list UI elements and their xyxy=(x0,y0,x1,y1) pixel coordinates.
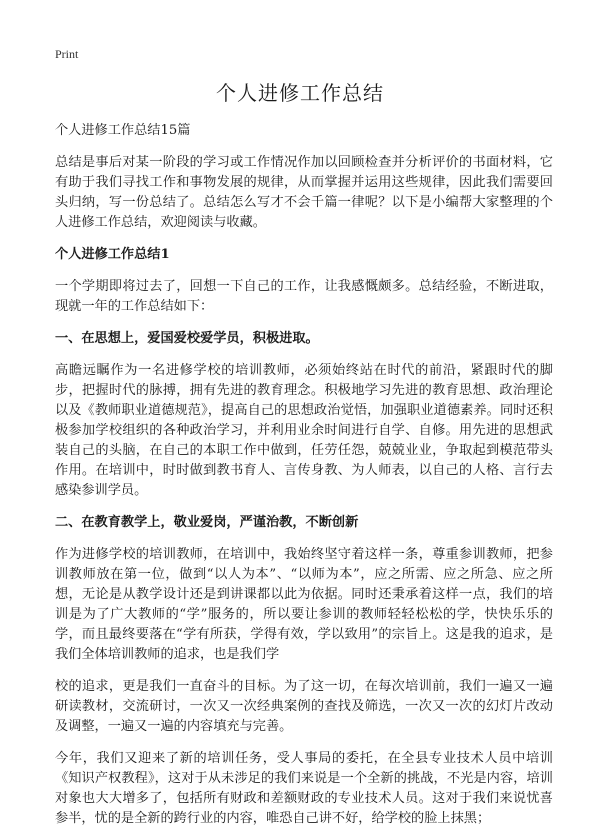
document-body xyxy=(55,121,553,828)
paragraph-thought: 高瞻远瞩作为一名进修学校的培训教师，必须始终站在时代的前沿，紧跟时代的脚步，把握时代的脉搏，拥有先进的教育理念。积极地学习先进的教育思想、政治理论以及《教师职业道德规范》，提高自己的思想政治觉悟，加强职业道德素养。同时还积极参加学校组织的各种政治学习，并利用业余时间进行自学、自修。用先进的思想武装自己的头脑，在自己的本职工作中做到，任劳任怨，兢兢业业，争取起到模范带头作用。在培训中，时时做到教书育人、言传身教、为人师表，以自己的人格、言行去感染参训学员。 xyxy=(55,363,553,498)
paragraph-goal: 校的追求，更是我们一直奋斗的目标。为了这一切，在每次培训前，我们一遍又一遍研读教材，交流研讨，一次又一次经典案例的查找及筛选，一次又一次的幻灯片改动及调整，一遍又一遍的内容填充与完善。 xyxy=(55,679,553,734)
opening-paragraph: 一个学期即将过去了，回想一下自己的工作，让我感慨颇多。总结经验，不断进取，现就一年的工作总结如下： xyxy=(55,279,553,314)
print-label: Print xyxy=(55,47,79,61)
heading-thought: 一、在思想上，爱国爱校爱学员，积极进取。 xyxy=(55,331,319,346)
section-title: 个人进修工作总结1 xyxy=(55,247,170,262)
intro-paragraph: 总结是事后对某一阶段的学习或工作情况作加以回顾检查并分析评价的书面材料，它有助于我们寻找工作和事物发展的规律，从而掌握并运用这些规律，因此我们需要回头归纳，写一份总结了。总结怎么写才不会千篇一律呢？以下是小编帮大家整理的个人进修工作总结，欢迎阅读与收藏。 xyxy=(55,155,553,230)
document-title: 个人进修工作总结 xyxy=(216,81,384,105)
paragraph-teaching: 作为进修学校的培训教师，在培训中，我始终坚守着这样一条，尊重参训教师，把参训教师放在第一位，做到“以人为本”、“以师为本”，应之所需、应之所急、应之所想，无论是从教学设计还是到讲课都以此为依据。同时还秉承着这样一点，我们的培训是为了广大教师的“学”服务的，所以要让参训的教师轻轻松松的学，快快乐乐的学，而且最终要落在“学有所获，学得有效，学以致用”的宗旨上。这是我的追求，是我们全体培训教师的追求，也是我们学 xyxy=(55,547,553,662)
heading-teaching: 二、在教育教学上，敬业爱岗，严谨治教，不断创新 xyxy=(55,515,359,530)
paragraph-new-task: 今年，我们又迎来了新的培训任务，受人事局的委托，在全县专业技术人员中培训《知识产权教程》，这对于从未涉足的我们来说是一个全新的挑战，不光是内容，培训对象也大大增多了，包括所有财政和差额财政的专业技术人员。这对于我们来说忧喜参半，忧的是全新的跨行业的内容，唯恐自己讲不好，给学校的脸上抹黑； xyxy=(55,751,553,826)
document-subtitle: 个人进修工作总结15篇 xyxy=(55,123,191,138)
